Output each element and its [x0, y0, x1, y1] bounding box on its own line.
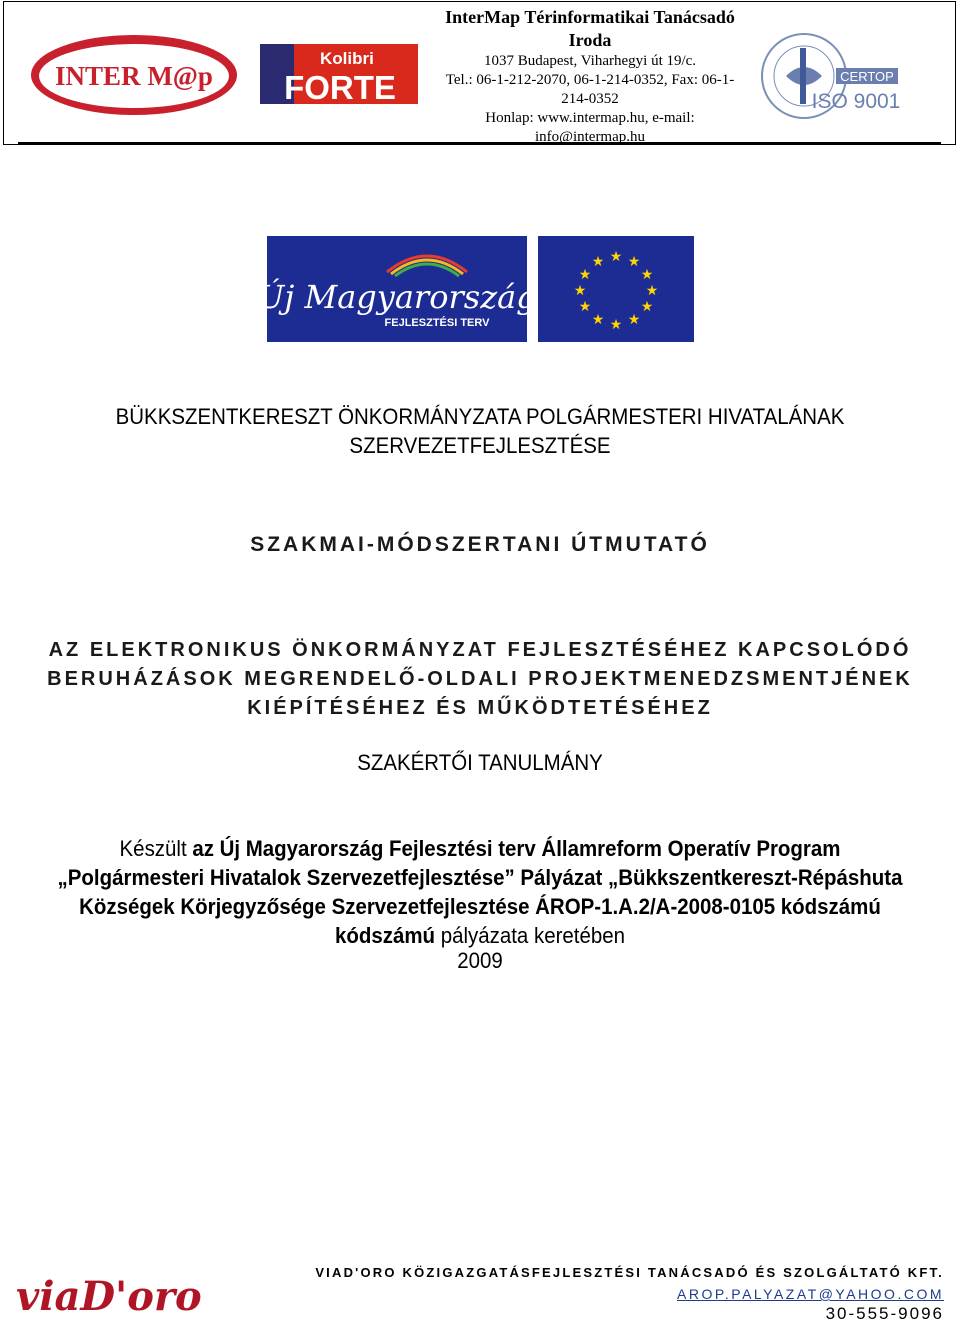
document-title: BÜKKSZENTKERESZT ÖNKORMÁNYZATA POLGÁRMESTERI HIVATALÁNAK SZERVEZETFEJLESZTÉSE: [115, 404, 845, 458]
svg-text:ISO 9001: ISO 9001: [811, 90, 901, 113]
viadoro-logo: [14, 1254, 202, 1320]
certop-iso-logo: [756, 28, 902, 124]
document-subtitle: SZAKMAI-MÓDSZERTANI ÚTMUTATÓ: [250, 533, 710, 556]
svg-text:FORTE: FORTE: [284, 69, 396, 106]
letterhead: [3, 1, 956, 145]
made-prefix: Készült: [119, 836, 193, 861]
study-type: SZAKÉRTŐI TANULMÁNY: [357, 750, 603, 775]
svg-text:CERTOP: CERTOP: [840, 69, 894, 84]
eu-flag-icon: [538, 236, 694, 342]
svg-text:★: ★: [591, 254, 605, 270]
company-web-email: Honlap: www.intermap.hu, e-mail: info@intermap.hu: [485, 110, 695, 145]
company-info: [442, 6, 738, 147]
kolibri-forte-logo: [260, 44, 418, 104]
svg-text:INTER M@p: INTER M@p: [55, 61, 213, 91]
svg-text:★: ★: [573, 283, 587, 299]
footer-email-link[interactable]: AROP.PALYAZAT@YAHOO.COM: [677, 1286, 944, 1302]
svg-text:★: ★: [578, 299, 592, 315]
company-phone: Tel.: 06-1-212-2070, 06-1-214-0352, Fax: 06-1-214-0352: [445, 72, 735, 107]
svg-text:★: ★: [627, 312, 641, 328]
svg-text:★: ★: [578, 267, 592, 283]
footer-phone: 30-555-9096: [825, 1304, 944, 1323]
header-rule: [18, 142, 941, 144]
eu-logos: [257, 236, 695, 344]
svg-text:★: ★: [640, 267, 654, 283]
intermap-logo: [28, 32, 240, 118]
svg-text:★: ★: [627, 254, 641, 270]
made-bold: az Új Magyarország Fejlesztési terv Államreform Operatív Program „Polgármesteri Hivatalok Szervezetfejlesztése” Pályázat „Bükkszentkereszt-Répáshuta Községek Körjegyzősége Szervezetfejlesztése ÁROP-1.A.2/A-2008-0105 kódszámú kódszámú: [57, 836, 903, 948]
svg-text:★: ★: [645, 283, 659, 299]
svg-text:★: ★: [591, 312, 605, 328]
company-address: 1037 Budapest, Viharhegyi út 19/c.: [483, 53, 697, 69]
svg-text:viaD'oro: viaD'oro: [16, 1273, 202, 1320]
svg-text:★: ★: [640, 299, 654, 315]
svg-text:★: ★: [609, 317, 623, 333]
document-topic: AZ ELEKTRONIKUS ÖNKORMÁNYZAT FEJLESZTÉSÉHEZ KAPCSOLÓDÓ BERUHÁZÁSOK MEGRENDELŐ-OLDALI PROJEKTMENEDZSMENTJÉNEK KIÉPÍTÉSÉHEZ ÉS MŰKÖDTETÉSÉHEZ: [47, 639, 913, 719]
footer-company: VIAD'ORO KÖZIGAZGATÁSFEJLESZTÉSI TANÁCSADÓ ÉS SZOLGÁLTATÓ KFT.: [315, 1265, 944, 1280]
made-for-statement: [34, 834, 927, 950]
svg-text:★: ★: [609, 249, 623, 265]
made-suffix: pályázata keretében: [435, 923, 626, 948]
svg-text:Új Magyarország: Új Magyarország: [257, 278, 537, 316]
svg-text:FEJLESZTÉSI TERV: FEJLESZTÉSI TERV: [384, 317, 490, 329]
umft-logo: [257, 236, 536, 342]
company-name: InterMap Térinformatikai Tanácsadó Iroda: [445, 7, 735, 50]
document-year: 2009: [457, 948, 503, 973]
svg-text:Kolibri: Kolibri: [320, 49, 374, 68]
